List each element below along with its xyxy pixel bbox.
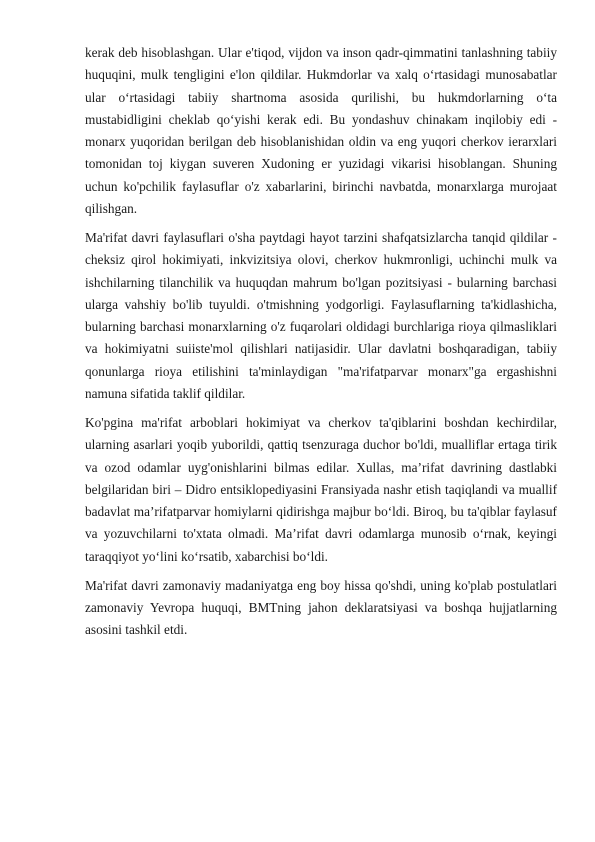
paragraph-1: kerak deb hisoblashgan. Ular e'tiqod, vijdon va inson qadr-qimmatini tanlashning tabiiy huquqini, mulk tengligini e'lon qildilar. Hukmdorlar va xalq o‘rtasidagi munosabatlar ular o‘rtasidagi tabiiy shartnoma asosida qurilishi, bu hukmdorlarning o‘ta mustabidligini cheklab qo‘yishi kerak edi. Bu yondashuv chinakam inqilobiy edi - monarx yuqoridan berilgan deb hisoblanishidan oldin va eng yuqori cherkov ierarxlari tomonidan toj kiygan suveren Xudoning er yuzidagi vikarisi hisoblangan. Shuning uchun ko'pchilik faylasuflar o'z xabarlarini, birinchi navbatda, monarxlarga murojaat qilishgan. — [85, 45, 557, 217]
document-page — [85, 42, 557, 648]
paragraph-2: Ma'rifat davri faylasuflari o'sha paytdagi hayot tarzini shafqatsizlarcha tanqid qildilar - cheksiz qirol hokimiyati, inkvizitsiya olovi, cherkov hukmronligi, uchinchi mulk va ishchilarning tilanchilik va huquqdan mahrum bo'lgan pozitsiyasi - bularning barchasi ularga vahshiy bo'lib tuyuldi. o'tmishning yodgorligi. Faylasuflarning ta'kidlashicha, bularning barchasi monarxlarning o'z fuqarolari oldidagi burchlariga rioya qilmasliklari va hokimiyatni suiiste'mol qilishlari natijasidir. Ular davlatni boshqaradigan, tabiiy qonunlarga rioya etilishini ta'minlaydigan "ma'rifatparvar monarx"ga ergashishni namuna sifatida taklif qildilar. — [85, 229, 557, 402]
paragraph-4: Ma'rifat davri zamonaviy madaniyatga eng boy hissa qo'shdi, uning ko'plab postulatlari zamonaviy Yevropa huquqi, BMTning jahon deklaratsiyasi va boshqa hujjatlarning asosini tashkil etdi. — [85, 577, 557, 638]
paragraph-3: Ko'pgina ma'rifat arboblari hokimiyat va cherkov ta'qiblarini boshdan kechirdilar, ularning asarlari yoqib yuborildi, qattiq tsenzuraga duchor bo'ldi, mualliflar ertaga tirik va ozod odamlar uyg'onishlarini bilmas edilar. Xullas, ma’rifat davrining dastlabki belgilaridan biri – Didro entsiklopediyasini Fransiyada nashr etish taqiqlandi va muallif badavlat ma’rifatparvar homiylarni qidirishga majbur bo‘ldi. Biroq, bu ta'qiblar faylasuf va yozuvchilarni to'xtata olmadi. Ma’rifat davri odamlarga munosib o‘rnak, keyingi taraqqiyot yo‘lini ko‘rsatib, xabarchisi bo‘ldi. — [85, 414, 557, 564]
